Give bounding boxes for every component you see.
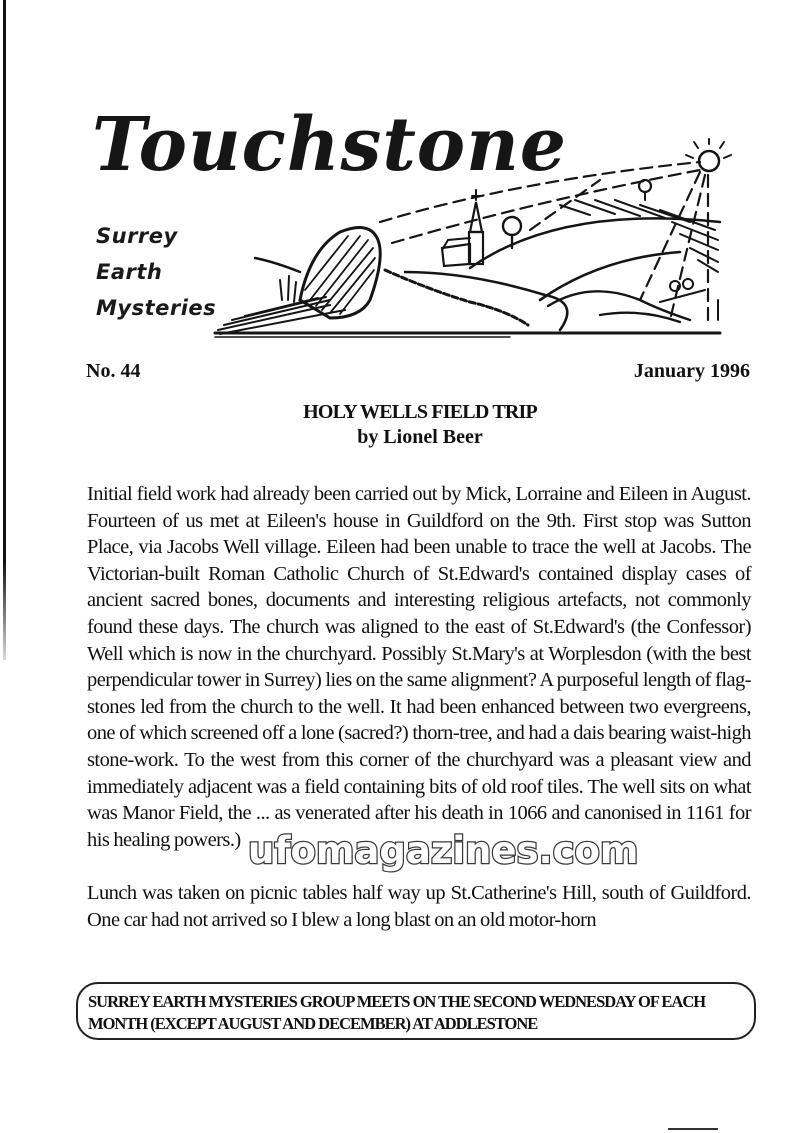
article-header [0, 400, 800, 450]
article-paragraph: Lunch was taken on picnic tables half way up St.Catherine's Hill, south of Guildford. One car had not arrived so I blew a long blast on an old motor-horn [87, 881, 751, 931]
watermark: ufomagazines.com [248, 829, 639, 872]
article-byline: by Lionel Beer [357, 426, 483, 448]
meeting-notice-box [76, 982, 756, 1040]
masthead-subtitle-line: Earth [96, 260, 163, 284]
article-paragraph: Initial field work had already been carried out by Mick, Lorraine and Eileen in August. Fourteen of us met at Eileen's house in Guildford on the 9th. First stop was Sutton Place, via Jacobs Well village. Eileen had been unable to trace the well at Jacobs. The Victorian-built Roman Catholic Church of St.Edward's contained display cases of ancient sacred bones, documents and interesting religious artefacts, not commonly found these days. The church was aligned to the east of St.Edward's (the Confessor) Well which is now in the churchyard. Possibly St.Mary's at Worplesdon (with the best perpendicular tower in Surrey) lies on the same alignment? A purposeful length of flag-stones led from the church to the well. It had been enhanced between two evergreens, one of which screened off a lone (sacred?) thorn-tree, and had a dais bearing waist-high stone-work. To the west from this corner of the churchyard was a pleasant view and immediately adjacent was a field containing bits of old roof tiles. The well sits on what was Manor Field, the ... as venerated after his death in 1066 and canonised in 1161 for his healing powers.) [87, 483, 751, 851]
masthead-subtitle-line: Surrey [96, 224, 178, 248]
scan-artifact-line [668, 1128, 718, 1130]
issue-info-row [86, 360, 750, 383]
issue-date: January 1996 [633, 360, 750, 382]
article-title: HOLY WELLS FIELD TRIP [303, 401, 537, 423]
masthead [0, 0, 800, 345]
issue-number: No. 44 [86, 360, 141, 382]
masthead-title: Touchstone [92, 102, 567, 188]
meeting-notice-text: SURREY EARTH MYSTERIES GROUP MEETS ON THE SECOND WEDNESDAY OF EACH MONTH (EXCEPT AUGUST AND DECEMBER) AT ADDLESTONE [88, 992, 706, 1033]
masthead-subtitle-line: Mysteries [96, 296, 217, 320]
